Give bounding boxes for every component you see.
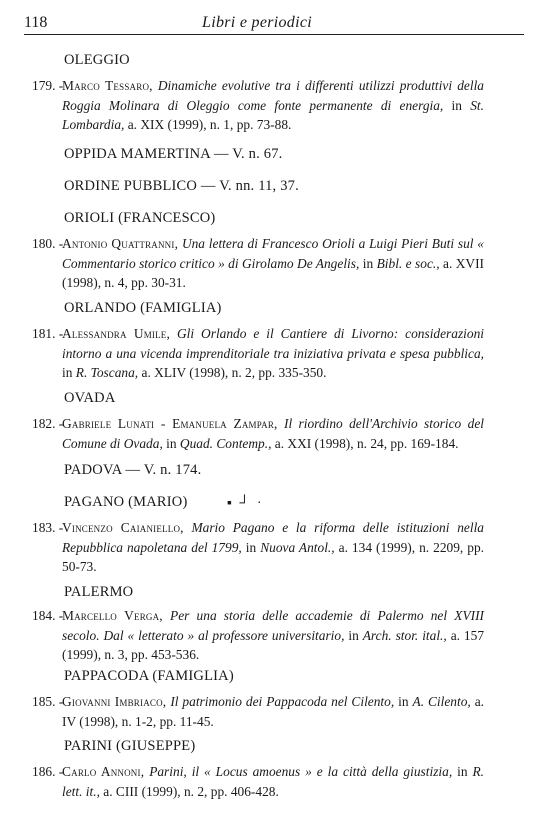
section-heading: PAPPACODA (FAMIGLIA) <box>64 668 234 684</box>
entry-citation: a. CIII (1999), n. 2, pp. 406-428. <box>99 783 279 799</box>
stray-print-marks: ▪ ┘ · <box>227 496 264 511</box>
entry-number: 185. - <box>32 694 64 709</box>
entry-title: Per una storia delle accademie di Palermo nel XVIII secolo. Dal « letterato » al professore universitario, <box>62 608 485 643</box>
entry-in: in <box>241 539 261 555</box>
entry-journal: Quad. Contemp., <box>179 435 272 451</box>
entry-citation: a. XVII (1998), n. 4, pp. 30-31. <box>62 255 484 290</box>
entry-number: 182. - <box>32 416 64 431</box>
entry-title: Dinamiche evolutive tra i differenti utilizzi produttivi della Roggia Molinara di Oleggio come fonte permanente di energia, <box>62 78 484 113</box>
section-heading: PARINI (GIUSEPPE) <box>64 738 196 754</box>
entry-author: Alessandra Umile, <box>62 326 171 341</box>
entry-title: Mario Pagano e la riforma delle istituzioni nella Repubblica napoletana del 1799, <box>62 520 484 555</box>
entry-journal: Bibl. e soc., <box>376 255 440 271</box>
section-heading: OPPIDA MAMERTINA — V. n. 67. <box>64 146 283 162</box>
section-heading: PALERMO <box>64 584 134 600</box>
entry-text <box>62 324 484 383</box>
entry-number: 183. - <box>32 520 64 535</box>
section-heading: ORIOLI (FRANCESCO) <box>64 210 216 226</box>
entry-journal: Nuova Antol., <box>260 539 335 555</box>
entry-title: Il riordino dell'Archivio storico del Comune di Ovada, <box>62 416 484 451</box>
entry-citation: a. 157 (1999), n. 3, pp. 453-536. <box>62 627 485 662</box>
entry-number: 181. - <box>32 326 64 341</box>
entry-author: Marco Tessaro, <box>62 78 153 93</box>
entry-title: Gli Orlando e il Cantiere di Livorno: considerazioni intorno a una vicenda imprenditoriale tra iniziativa privata e spesa pubblica, <box>62 326 485 361</box>
entry-journal: St. Lombardia, <box>62 97 484 132</box>
entry-in: in <box>344 627 363 643</box>
entry-journal: R. Toscana, <box>75 365 139 380</box>
page-number: 118 <box>24 14 48 31</box>
entry-journal: R. lett. it., <box>62 764 484 799</box>
entry-journal: A. Cilento, <box>412 694 471 709</box>
section-heading: ORLANDO (FAMIGLIA) <box>64 300 222 316</box>
entry-number: 184. - <box>32 608 64 623</box>
header-rule <box>24 34 524 35</box>
entry-in: in <box>162 435 180 451</box>
entry-number: 180. - <box>32 236 64 251</box>
entry-author: Gabriele Lunati - Emanuela Zampar, <box>62 416 278 431</box>
page-header <box>24 14 524 36</box>
entry-title: Parini, il « Locus amoenus » e la città della giustizia, <box>149 764 453 779</box>
entry-author: Giovanni Imbriaco, <box>62 694 167 709</box>
entry-number: 179. - <box>32 78 64 93</box>
entry-text <box>62 692 484 731</box>
entry-author: Marcello Verga, <box>62 608 163 623</box>
entry-citation: a. XLIV (1998), n. 2, pp. 335-350. <box>138 365 327 380</box>
entry-text <box>62 762 484 801</box>
entry-author: Carlo Annoni, <box>62 764 145 779</box>
entry-journal: Arch. stor. ital., <box>362 627 447 643</box>
entry-text <box>62 414 484 453</box>
entry-title: Una lettera di Francesco Orioli a Luigi Pieri Buti sul « Commentario storico critico » di Girolamo De Angelis, <box>62 236 484 271</box>
section-heading: ORDINE PUBBLICO — V. nn. 11, 37. <box>64 178 299 194</box>
entry-citation: a. 134 (1999), n. 2209, pp. 50-73. <box>62 539 484 574</box>
section-heading: OVADA <box>64 390 116 406</box>
section-heading: OLEGGIO <box>64 52 130 68</box>
entry-citation: a. XIX (1999), n. 1, pp. 73-88. <box>124 117 292 132</box>
entry-citation: a. XXI (1998), n. 24, pp. 169-184. <box>271 435 459 451</box>
entry-author: Vincenzo Caianiello, <box>62 520 184 535</box>
entry-in: in <box>359 255 377 271</box>
entry-in: in <box>452 764 473 779</box>
entry-text <box>62 518 484 577</box>
section-heading: PADOVA — V. n. 174. <box>64 462 202 478</box>
entry-number: 186. - <box>32 764 64 779</box>
entry-text <box>62 234 484 293</box>
entry-in: in <box>62 365 76 380</box>
running-title: Libri e periodici <box>202 14 312 31</box>
entry-text <box>62 606 484 665</box>
entry-author: Antonio Quattranni, <box>62 236 179 251</box>
entry-text <box>62 76 484 135</box>
section-heading: PAGANO (MARIO) <box>64 494 188 510</box>
entry-in: in <box>394 694 413 709</box>
entry-title: Il patrimonio dei Pappacoda nel Cilento, <box>170 694 395 709</box>
entry-citation: a. IV (1998), n. 1-2, pp. 11-45. <box>62 694 484 729</box>
entry-in: in <box>443 97 471 113</box>
